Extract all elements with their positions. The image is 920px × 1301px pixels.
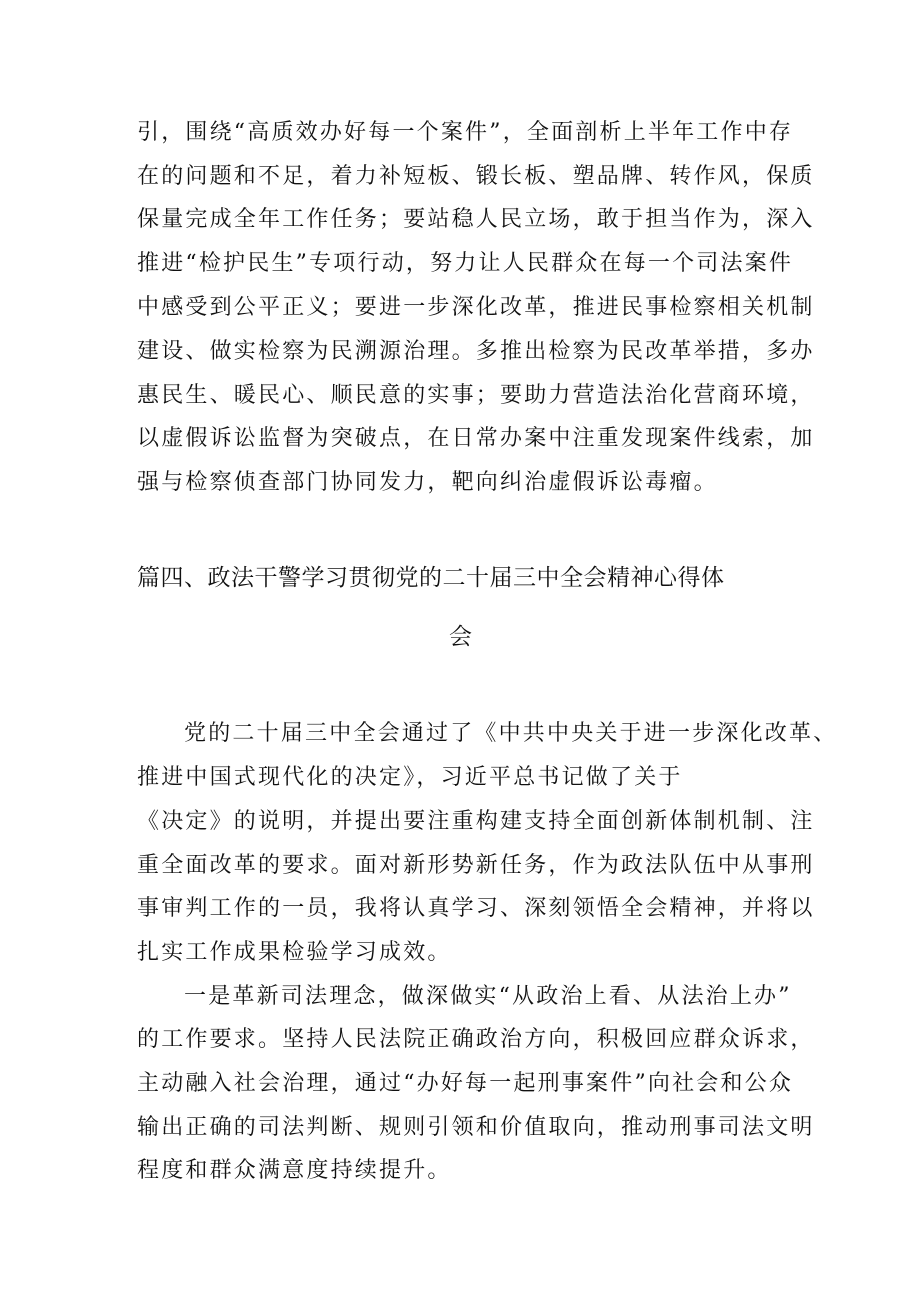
section-title-continuation: 会 (449, 624, 473, 650)
text-line: 以虚假诉讼监督为突破点，在日常办案中注重发现案件线索，加 (137, 426, 815, 451)
text-line: 在的问题和不足，着力补短板、锻长板、塑品牌、转作风，保质 (137, 164, 815, 189)
text-line: 中感受到公平正义；要进一步深化改革，推进民事检察相关机制 (137, 295, 815, 320)
text-line: 建设、做实检察为民溯源治理。多推出检察为民改革举措，多办 (137, 339, 815, 364)
text-line: 一是革新司法理念，做深做实“从政治上看、从法治上办” (184, 984, 792, 1009)
text-line: 重全面改革的要求。面对新形势新任务，作为政法队伍中从事刑 (137, 853, 815, 878)
text-line: 引，围绕“高质效办好每一个案件”，全面剖析上半年工作中存 (137, 120, 794, 145)
text-line: 推进“检护民生”专项行动，努力让人民群众在每一个司法案件 (137, 251, 794, 276)
text-line: 强与检察侦查部门协同发力，靶向纠治虚假诉讼毒瘤。 (137, 470, 718, 495)
text-line: 《决定》的说明，并提出要注重构建支持全面创新体制机制、注 (137, 809, 815, 834)
text-line: 输出正确的司法判断、规则引领和价值取向，推动刑事司法文明 (137, 1115, 815, 1140)
text-line: 党的二十届三中全会通过了《中共中央关于进一步深化改革、 (184, 721, 838, 746)
text-line: 惠民生、暖民心、顺民意的实事；要助力营造法治化营商环境， (137, 383, 815, 408)
text-line: 主动融入社会治理，通过“办好每一起刑事案件”向社会和公众 (137, 1071, 794, 1096)
text-line: 的工作要求。坚持人民法院正确政治方向，积极回应群众诉求， (137, 1027, 815, 1052)
section-title: 篇四、政法干警学习贯彻党的二十届三中全会精神心得体 (137, 565, 725, 591)
text-line: 事审判工作的一员，我将认真学习、深刻领悟全会精神，并将以 (137, 896, 815, 921)
text-line: 推进中国式现代化的决定》，习近平总书记做了关于 (137, 765, 683, 790)
text-line: 程度和群众满意度持续提升。 (137, 1158, 452, 1183)
text-line: 扎实工作成果检验学习成效。 (137, 940, 452, 965)
text-line: 保量完成全年工作任务；要站稳人民立场，敢于担当作为，深入 (137, 207, 815, 232)
